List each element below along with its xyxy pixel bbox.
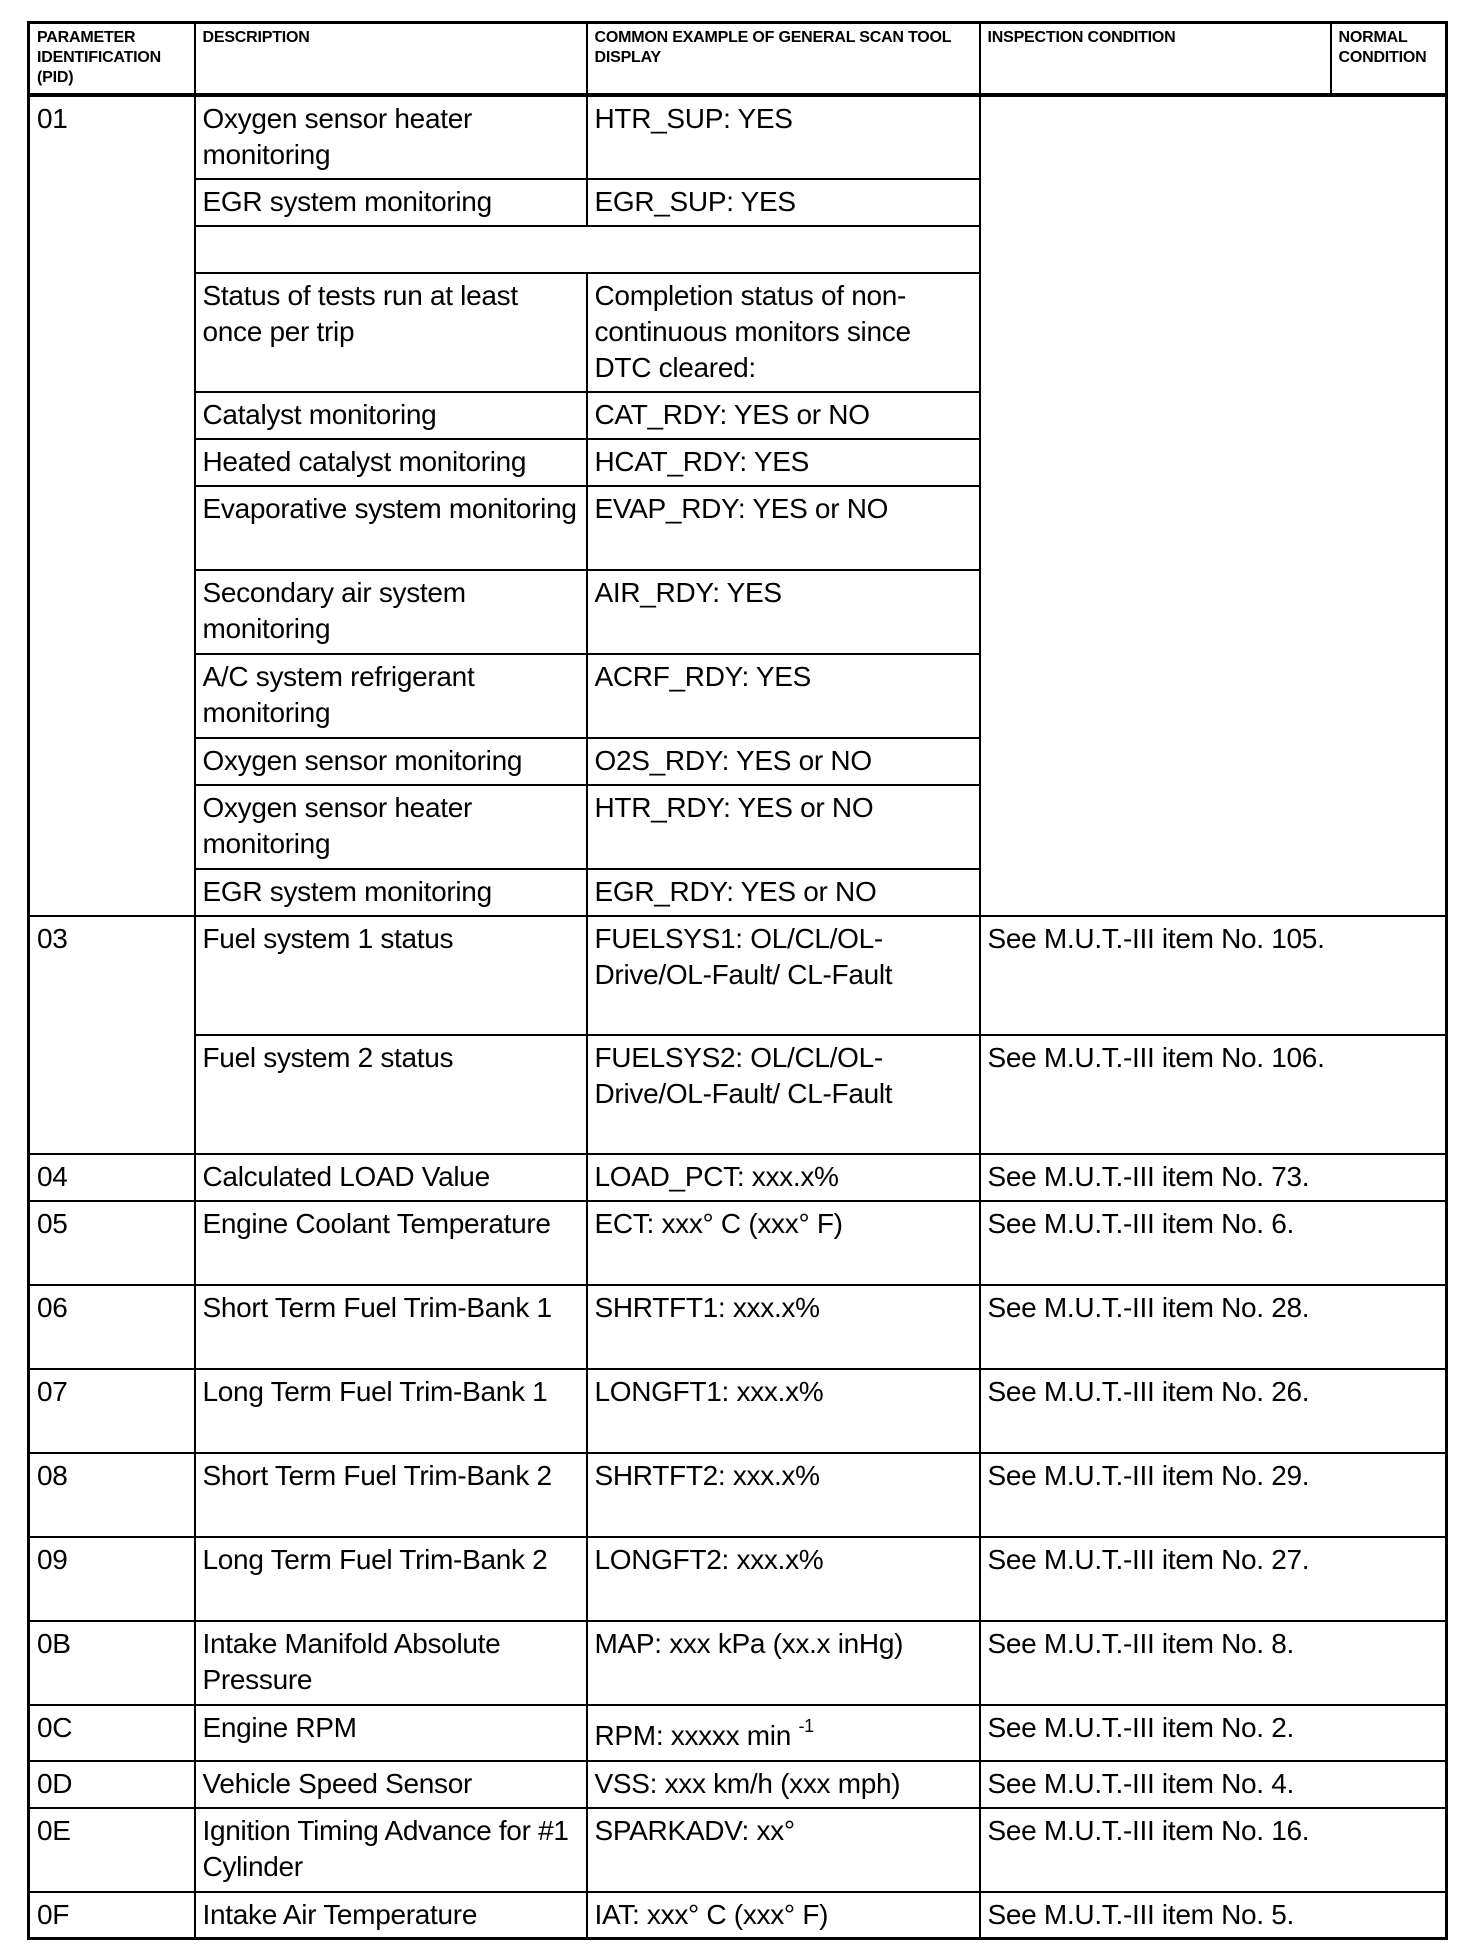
pid-cell: 08 (29, 1453, 195, 1537)
display-cell (587, 1761, 980, 1808)
description-cell: A/C system refrigerant monitoring (195, 654, 587, 738)
description-cell: EGR system monitoring (195, 179, 587, 226)
description-cell: Intake Manifold Absolute Pressure (195, 1621, 587, 1705)
description-cell: Oxygen sensor heater monitoring (195, 95, 587, 179)
header-normal: NORMAL CONDITION (1331, 23, 1447, 95)
table-row (29, 1761, 1447, 1808)
display-cell (587, 1892, 980, 1939)
display-text: SHRTFT2: xxx.x% (594, 1459, 820, 1491)
display-cell (587, 1453, 980, 1537)
header-description: DESCRIPTION (195, 23, 587, 95)
inspection-cell (980, 95, 1447, 916)
display-cell (587, 1621, 980, 1705)
description-cell: Short Term Fuel Trim-Bank 1 (195, 1285, 587, 1369)
display-text: RPM: xxxxx min (594, 1719, 799, 1751)
table-row (29, 1201, 1447, 1285)
pid-cell: 0E (29, 1808, 195, 1892)
display-cell: FUELSYS1: OL/CL/OL-Drive/OL-Fault/ CL-Fault (587, 916, 980, 1035)
table-row (29, 1892, 1447, 1939)
display-text: SPARKADV: xx° (594, 1814, 795, 1846)
pid-table (27, 21, 1448, 1940)
display-cell (587, 1808, 980, 1892)
description-cell: Oxygen sensor heater monitoring (195, 785, 587, 869)
display-cell: CAT_RDY: YES or NO (587, 392, 980, 439)
display-cell: EVAP_RDY: YES or NO (587, 486, 980, 570)
pid-cell: 0C (29, 1705, 195, 1761)
table-header-row (29, 23, 1447, 95)
pid-cell: 0D (29, 1761, 195, 1808)
description-cell: Ignition Timing Advance for #1 Cylinder (195, 1808, 587, 1892)
description-cell: Evaporative system monitoring (195, 486, 587, 570)
inspection-cell: See M.U.T.-III item No. 16. (980, 1808, 1447, 1892)
description-cell: Catalyst monitoring (195, 392, 587, 439)
description-cell: Engine RPM (195, 1705, 587, 1761)
header-pid: PARAMETER IDENTIFICATION (PID) (29, 23, 195, 95)
display-text: ECT: xxx° C (xxx° F) (594, 1207, 843, 1239)
inspection-cell: See M.U.T.-III item No. 73. (980, 1154, 1447, 1201)
table-row (29, 1705, 1447, 1761)
table-row (29, 1369, 1447, 1453)
description-cell: Fuel system 2 status (195, 1035, 587, 1154)
inspection-cell: See M.U.T.-III item No. 106. (980, 1035, 1447, 1154)
display-text: LONGFT1: xxx.x% (594, 1375, 824, 1407)
display-cell (587, 1705, 980, 1761)
table-row (29, 1808, 1447, 1892)
description-cell: Engine Coolant Temperature (195, 1201, 587, 1285)
display-text: LONGFT2: xxx.x% (594, 1543, 824, 1575)
table-row (29, 1621, 1447, 1705)
pid-cell: 03 (29, 916, 195, 1154)
display-cell: FUELSYS2: OL/CL/OL-Drive/OL-Fault/ CL-Fault (587, 1035, 980, 1154)
description-cell: Calculated LOAD Value (195, 1154, 587, 1201)
display-text: VSS: xxx km/h (xxx mph) (594, 1767, 901, 1799)
description-cell: Status of tests run at least once per trip (195, 273, 587, 392)
display-cell (587, 1201, 980, 1285)
description-cell: Heated catalyst monitoring (195, 439, 587, 486)
display-cell: Completion status of non-continuous monitors since DTC cleared: (587, 273, 980, 392)
pid-cell: 0F (29, 1892, 195, 1939)
display-cell: HCAT_RDY: YES (587, 439, 980, 486)
display-cell: AIR_RDY: YES (587, 570, 980, 654)
table-row (29, 916, 1447, 1035)
description-cell: Long Term Fuel Trim-Bank 2 (195, 1537, 587, 1621)
description-cell: Fuel system 1 status (195, 916, 587, 1035)
table-row (29, 1537, 1447, 1621)
inspection-cell: See M.U.T.-III item No. 27. (980, 1537, 1447, 1621)
description-cell: Oxygen sensor monitoring (195, 738, 587, 785)
table-row (29, 1035, 1447, 1154)
display-cell (587, 1285, 980, 1369)
display-cell: HTR_RDY: YES or NO (587, 785, 980, 869)
display-cell (587, 1369, 980, 1453)
blank-cell (195, 226, 980, 273)
display-cell: ACRF_RDY: YES (587, 654, 980, 738)
description-cell: Secondary air system monitoring (195, 570, 587, 654)
table-row (29, 1285, 1447, 1369)
table-row (29, 95, 1447, 179)
pid-cell: 04 (29, 1154, 195, 1201)
pid-cell: 0B (29, 1621, 195, 1705)
table-row (29, 1154, 1447, 1201)
inspection-cell: See M.U.T.-III item No. 4. (980, 1761, 1447, 1808)
table-row (29, 1453, 1447, 1537)
pid-cell: 05 (29, 1201, 195, 1285)
display-text: SHRTFT1: xxx.x% (594, 1291, 820, 1323)
inspection-cell: See M.U.T.-III item No. 26. (980, 1369, 1447, 1453)
description-cell: Vehicle Speed Sensor (195, 1761, 587, 1808)
display-text: LOAD_PCT: xxx.x% (594, 1160, 839, 1192)
display-cell (587, 1154, 980, 1201)
display-cell: EGR_RDY: YES or NO (587, 869, 980, 916)
inspection-cell: See M.U.T.-III item No. 2. (980, 1705, 1447, 1761)
pid-cell: 07 (29, 1369, 195, 1453)
description-cell: EGR system monitoring (195, 869, 587, 916)
description-cell: Short Term Fuel Trim-Bank 2 (195, 1453, 587, 1537)
inspection-cell: See M.U.T.-III item No. 5. (980, 1892, 1447, 1939)
display-superscript: -1 (798, 1716, 814, 1737)
inspection-cell: See M.U.T.-III item No. 28. (980, 1285, 1447, 1369)
pid-cell: 09 (29, 1537, 195, 1621)
header-inspection: INSPECTION CONDITION (980, 23, 1331, 95)
display-cell: EGR_SUP: YES (587, 179, 980, 226)
display-cell (587, 1537, 980, 1621)
description-cell: Intake Air Temperature (195, 1892, 587, 1939)
inspection-cell: See M.U.T.-III item No. 105. (980, 916, 1447, 1035)
inspection-cell: See M.U.T.-III item No. 29. (980, 1453, 1447, 1537)
inspection-cell: See M.U.T.-III item No. 6. (980, 1201, 1447, 1285)
description-cell: Long Term Fuel Trim-Bank 1 (195, 1369, 587, 1453)
display-cell: HTR_SUP: YES (587, 95, 980, 179)
pid-cell: 01 (29, 95, 195, 916)
header-display: COMMON EXAMPLE OF GENERAL SCAN TOOL DISPLAY (587, 23, 980, 95)
pid-cell: 06 (29, 1285, 195, 1369)
inspection-cell: See M.U.T.-III item No. 8. (980, 1621, 1447, 1705)
display-cell: O2S_RDY: YES or NO (587, 738, 980, 785)
display-text: IAT: xxx° C (xxx° F) (594, 1898, 829, 1930)
display-text: MAP: xxx kPa (xx.x inHg) (594, 1627, 904, 1659)
